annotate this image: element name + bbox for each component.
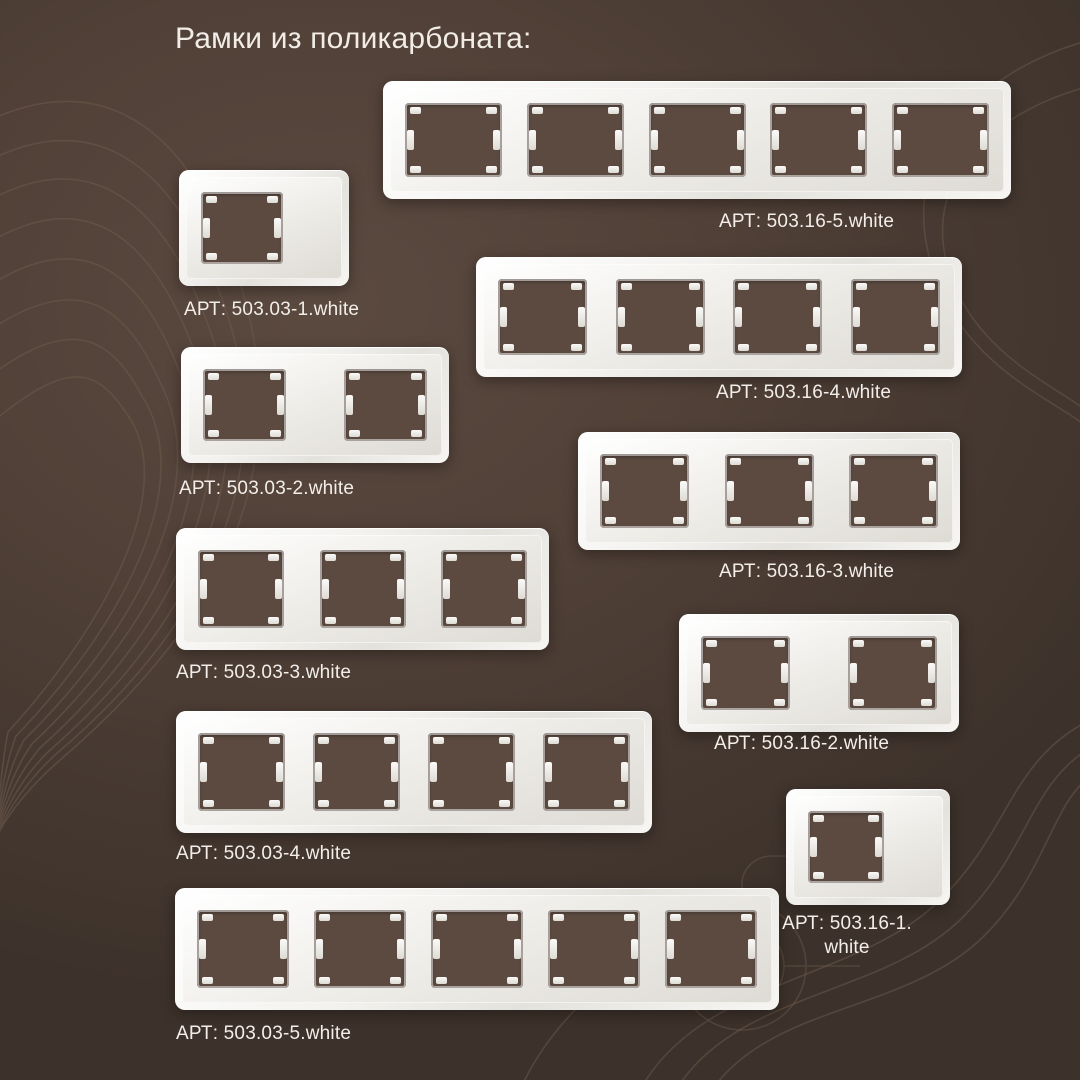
mounting-tab-icon — [774, 699, 785, 706]
mounting-tab-icon — [924, 283, 935, 290]
frame-opening — [808, 811, 884, 883]
mounting-tab-icon — [280, 939, 287, 959]
mounting-tab-icon — [748, 939, 755, 959]
mounting-tab-icon — [268, 554, 279, 561]
mounting-tab-icon — [511, 617, 522, 624]
frame-body — [181, 347, 449, 463]
frame-opening — [201, 192, 283, 264]
mounting-tab-icon — [430, 762, 437, 782]
mounting-tab-icon — [550, 939, 557, 959]
mounting-tab-icon — [514, 939, 521, 959]
frame-opening — [314, 910, 406, 988]
product-caption-503-16-5: АРТ: 503.16-5.white — [719, 211, 895, 232]
mounting-tab-icon — [322, 579, 329, 599]
mounting-tab-icon — [203, 800, 214, 807]
mounting-tab-icon — [730, 166, 741, 173]
mounting-tab-icon — [507, 977, 518, 984]
mounting-tab-icon — [532, 107, 543, 114]
mounting-tab-icon — [319, 914, 330, 921]
mounting-tab-icon — [206, 253, 217, 260]
frame-opening — [616, 279, 705, 355]
mounting-tab-icon — [436, 914, 447, 921]
mounting-tab-icon — [806, 283, 817, 290]
mounting-tab-icon — [548, 737, 559, 744]
mounting-tab-icon — [894, 130, 901, 150]
mounting-tab-icon — [856, 344, 867, 351]
mounting-tab-icon — [349, 430, 360, 437]
product-caption-503-16-1: АРТ: 503.16-1. white — [782, 913, 912, 958]
mounting-tab-icon — [486, 107, 497, 114]
product-caption-503-03-2: АРТ: 503.03-2.white — [179, 478, 355, 499]
mounting-tab-icon — [854, 517, 865, 524]
mounting-tab-icon — [929, 481, 936, 501]
mounting-tab-icon — [738, 344, 749, 351]
mounting-tab-icon — [418, 395, 425, 415]
mounting-tab-icon — [856, 283, 867, 290]
mounting-tab-icon — [806, 344, 817, 351]
mounting-tab-icon — [673, 458, 684, 465]
mounting-tab-icon — [651, 130, 658, 150]
mounting-tab-icon — [921, 640, 932, 647]
mounting-tab-icon — [621, 762, 628, 782]
mounting-tab-icon — [318, 800, 329, 807]
mounting-tab-icon — [200, 762, 207, 782]
mounting-tab-icon — [730, 458, 741, 465]
product-503-16-3[interactable] — [578, 432, 916, 550]
frame-opening — [344, 369, 427, 441]
mounting-tab-icon — [500, 307, 507, 327]
frame-body — [175, 888, 779, 1010]
frame-opening — [498, 279, 587, 355]
mounting-tab-icon — [325, 617, 336, 624]
mounting-tab-icon — [810, 837, 817, 857]
frame-body — [578, 432, 960, 550]
mounting-tab-icon — [206, 196, 217, 203]
mounting-tab-icon — [203, 554, 214, 561]
mounting-tab-icon — [730, 517, 741, 524]
mounting-tab-icon — [274, 218, 281, 238]
mounting-tab-icon — [696, 307, 703, 327]
mounting-tab-icon — [507, 914, 518, 921]
product-503-16-5[interactable] — [383, 81, 967, 199]
mounting-tab-icon — [605, 458, 616, 465]
mounting-tab-icon — [273, 914, 284, 921]
product-503-03-1[interactable] — [179, 170, 305, 286]
mounting-tab-icon — [775, 107, 786, 114]
mounting-tab-icon — [270, 373, 281, 380]
mounting-tab-icon — [446, 554, 457, 561]
mounting-tab-icon — [868, 815, 879, 822]
mounting-tab-icon — [499, 800, 510, 807]
frame-body — [179, 170, 349, 286]
mounting-tab-icon — [384, 800, 395, 807]
mounting-tab-icon — [703, 663, 710, 683]
mounting-tab-icon — [486, 166, 497, 173]
product-503-16-4[interactable] — [476, 257, 918, 377]
mounting-tab-icon — [741, 977, 752, 984]
mounting-tab-icon — [318, 737, 329, 744]
frame-opening — [600, 454, 689, 528]
product-503-16-1[interactable] — [786, 789, 906, 905]
mounting-tab-icon — [202, 914, 213, 921]
mounting-tab-icon — [615, 130, 622, 150]
mounting-tab-icon — [738, 283, 749, 290]
mounting-tab-icon — [571, 283, 582, 290]
mounting-tab-icon — [315, 762, 322, 782]
product-caption-503-16-3: АРТ: 503.16-3.white — [719, 561, 895, 582]
frame-opening — [665, 910, 757, 988]
mounting-tab-icon — [813, 307, 820, 327]
mounting-tab-icon — [553, 914, 564, 921]
frame-body — [679, 614, 959, 732]
mounting-tab-icon — [511, 554, 522, 561]
mounting-tab-icon — [325, 554, 336, 561]
mounting-tab-icon — [689, 344, 700, 351]
mounting-tab-icon — [410, 166, 421, 173]
frame-opening — [548, 910, 640, 988]
mounting-tab-icon — [853, 307, 860, 327]
mounting-tab-icon — [850, 663, 857, 683]
product-503-03-3[interactable] — [176, 528, 505, 650]
frame-opening — [849, 454, 938, 528]
mounting-tab-icon — [706, 699, 717, 706]
mounting-tab-icon — [410, 107, 421, 114]
mounting-tab-icon — [208, 373, 219, 380]
mounting-tab-icon — [203, 737, 214, 744]
frame-opening — [203, 369, 286, 441]
mounting-tab-icon — [407, 130, 414, 150]
mounting-tab-icon — [269, 800, 280, 807]
mounting-tab-icon — [875, 837, 882, 857]
frame-opening — [851, 279, 940, 355]
mounting-tab-icon — [813, 872, 824, 879]
mounting-tab-icon — [621, 283, 632, 290]
mounting-tab-icon — [208, 430, 219, 437]
mounting-tab-icon — [529, 130, 536, 150]
mounting-tab-icon — [390, 617, 401, 624]
mounting-tab-icon — [774, 640, 785, 647]
mounting-tab-icon — [973, 107, 984, 114]
product-caption-503-03-5: АРТ: 503.03-5.white — [176, 1023, 352, 1044]
frame-opening — [543, 733, 630, 811]
frame-opening — [428, 733, 515, 811]
mounting-tab-icon — [922, 458, 933, 465]
mounting-tab-icon — [973, 166, 984, 173]
frame-opening — [198, 550, 284, 628]
mounting-tab-icon — [614, 800, 625, 807]
mounting-tab-icon — [203, 617, 214, 624]
mounting-tab-icon — [798, 458, 809, 465]
mounting-tab-icon — [397, 939, 404, 959]
mounting-tab-icon — [277, 395, 284, 415]
mounting-tab-icon — [853, 640, 864, 647]
mounting-tab-icon — [553, 977, 564, 984]
mounting-tab-icon — [602, 481, 609, 501]
mounting-tab-icon — [503, 344, 514, 351]
product-caption-503-16-4: АРТ: 503.16-4.white — [716, 382, 892, 403]
mounting-tab-icon — [268, 617, 279, 624]
mounting-tab-icon — [390, 977, 401, 984]
frame-opening — [725, 454, 814, 528]
product-caption-503-03-4: АРТ: 503.03-4.white — [176, 843, 352, 864]
mounting-tab-icon — [931, 307, 938, 327]
mounting-tab-icon — [433, 737, 444, 744]
mounting-tab-icon — [851, 166, 862, 173]
mounting-tab-icon — [851, 481, 858, 501]
frame-opening — [848, 636, 937, 710]
frame-body — [176, 711, 652, 833]
mounting-tab-icon — [545, 762, 552, 782]
mounting-tab-icon — [443, 579, 450, 599]
mounting-tab-icon — [618, 307, 625, 327]
mounting-tab-icon — [411, 430, 422, 437]
mounting-tab-icon — [397, 579, 404, 599]
product-503-03-2[interactable] — [181, 347, 405, 463]
mounting-tab-icon — [631, 939, 638, 959]
mounting-tab-icon — [730, 107, 741, 114]
mounting-tab-icon — [202, 977, 213, 984]
mounting-tab-icon — [275, 579, 282, 599]
mounting-tab-icon — [706, 640, 717, 647]
mounting-tab-icon — [922, 517, 933, 524]
mounting-tab-icon — [741, 914, 752, 921]
mounting-tab-icon — [624, 914, 635, 921]
mounting-tab-icon — [614, 737, 625, 744]
frame-opening — [649, 103, 746, 177]
mounting-tab-icon — [727, 481, 734, 501]
mounting-tab-icon — [276, 762, 283, 782]
product-503-16-2[interactable] — [679, 614, 915, 732]
frame-opening — [733, 279, 822, 355]
mounting-tab-icon — [772, 130, 779, 150]
mounting-tab-icon — [667, 939, 674, 959]
mounting-tab-icon — [391, 762, 398, 782]
mounting-tab-icon — [433, 939, 440, 959]
mounting-tab-icon — [506, 762, 513, 782]
mounting-tab-icon — [853, 699, 864, 706]
mounting-tab-icon — [203, 218, 210, 238]
mounting-tab-icon — [578, 307, 585, 327]
mounting-tab-icon — [858, 130, 865, 150]
mounting-tab-icon — [624, 977, 635, 984]
mounting-tab-icon — [621, 344, 632, 351]
mounting-tab-icon — [897, 107, 908, 114]
mounting-tab-icon — [346, 395, 353, 415]
mounting-tab-icon — [436, 977, 447, 984]
frame-opening — [701, 636, 790, 710]
mounting-tab-icon — [267, 253, 278, 260]
mounting-tab-icon — [775, 166, 786, 173]
frame-opening — [197, 910, 289, 988]
product-caption-503-03-1: АРТ: 503.03-1.white — [184, 299, 360, 320]
mounting-tab-icon — [654, 107, 665, 114]
mounting-tab-icon — [980, 130, 987, 150]
mounting-tab-icon — [571, 344, 582, 351]
mounting-tab-icon — [654, 166, 665, 173]
mounting-tab-icon — [924, 344, 935, 351]
frame-opening — [320, 550, 406, 628]
frame-body — [476, 257, 962, 377]
mounting-tab-icon — [493, 130, 500, 150]
mounting-tab-icon — [673, 517, 684, 524]
mounting-tab-icon — [608, 166, 619, 173]
mounting-tab-icon — [851, 107, 862, 114]
mounting-tab-icon — [411, 373, 422, 380]
frame-opening — [441, 550, 527, 628]
frame-opening — [405, 103, 502, 177]
mounting-tab-icon — [319, 977, 330, 984]
product-503-03-4[interactable] — [176, 711, 608, 833]
mounting-tab-icon — [680, 481, 687, 501]
mounting-tab-icon — [798, 517, 809, 524]
mounting-tab-icon — [548, 800, 559, 807]
mounting-tab-icon — [390, 914, 401, 921]
frame-opening — [198, 733, 285, 811]
mounting-tab-icon — [267, 196, 278, 203]
mounting-tab-icon — [737, 130, 744, 150]
product-503-03-5[interactable] — [175, 888, 735, 1010]
mounting-tab-icon — [670, 914, 681, 921]
mounting-tab-icon — [805, 481, 812, 501]
mounting-tab-icon — [499, 737, 510, 744]
mounting-tab-icon — [316, 939, 323, 959]
mounting-tab-icon — [199, 939, 206, 959]
mounting-tab-icon — [503, 283, 514, 290]
mounting-tab-icon — [605, 517, 616, 524]
frame-body — [383, 81, 1011, 199]
mounting-tab-icon — [608, 107, 619, 114]
mounting-tab-icon — [269, 737, 280, 744]
mounting-tab-icon — [928, 663, 935, 683]
mounting-tab-icon — [349, 373, 360, 380]
mounting-tab-icon — [270, 430, 281, 437]
mounting-tab-icon — [813, 815, 824, 822]
frame-opening — [892, 103, 989, 177]
mounting-tab-icon — [689, 283, 700, 290]
mounting-tab-icon — [446, 617, 457, 624]
mounting-tab-icon — [518, 579, 525, 599]
mounting-tab-icon — [200, 579, 207, 599]
mounting-tab-icon — [854, 458, 865, 465]
mounting-tab-icon — [273, 977, 284, 984]
frame-opening — [313, 733, 400, 811]
page-title: Рамки из поликарбоната: — [175, 22, 532, 55]
mounting-tab-icon — [781, 663, 788, 683]
mounting-tab-icon — [390, 554, 401, 561]
frame-opening — [431, 910, 523, 988]
mounting-tab-icon — [897, 166, 908, 173]
frame-opening — [770, 103, 867, 177]
mounting-tab-icon — [384, 737, 395, 744]
mounting-tab-icon — [532, 166, 543, 173]
mounting-tab-icon — [735, 307, 742, 327]
mounting-tab-icon — [670, 977, 681, 984]
mounting-tab-icon — [433, 800, 444, 807]
mounting-tab-icon — [921, 699, 932, 706]
frame-opening — [527, 103, 624, 177]
product-caption-503-16-2: АРТ: 503.16-2.white — [714, 733, 890, 754]
frame-body — [176, 528, 549, 650]
mounting-tab-icon — [205, 395, 212, 415]
product-caption-503-03-3: АРТ: 503.03-3.white — [176, 662, 352, 683]
mounting-tab-icon — [868, 872, 879, 879]
frame-body — [786, 789, 950, 905]
